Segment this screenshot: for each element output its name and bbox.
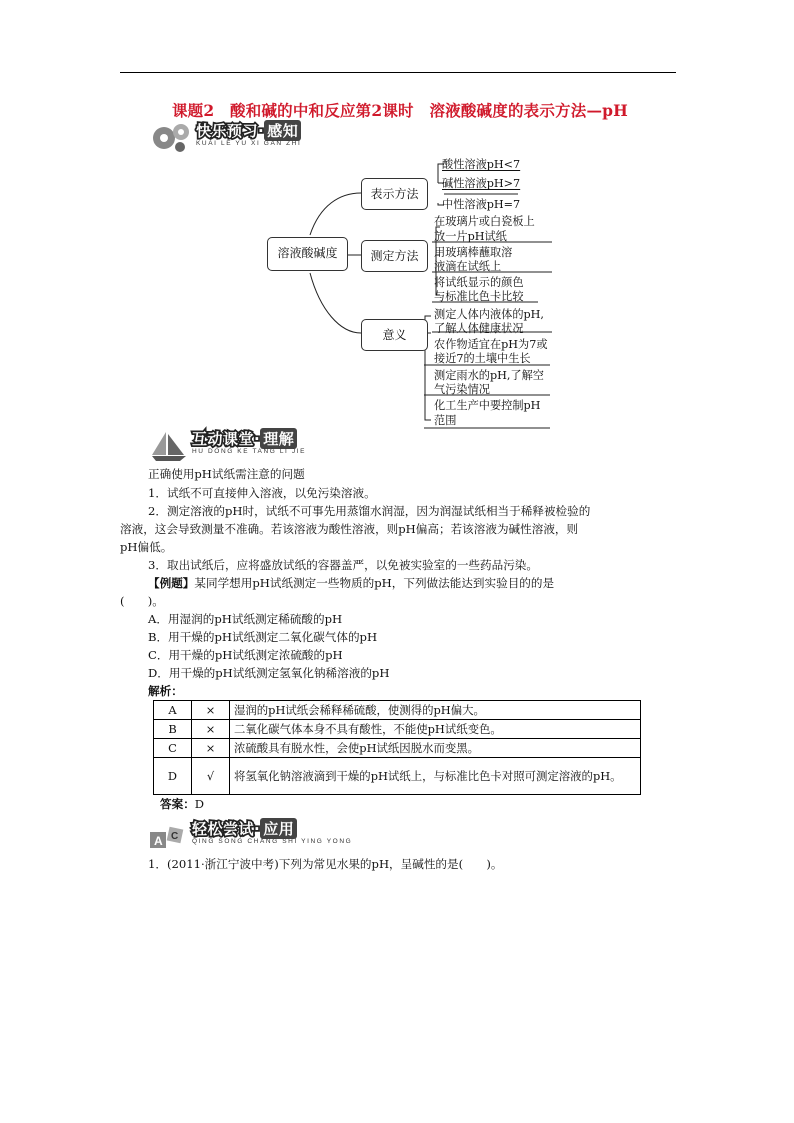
table-row: [154, 701, 641, 720]
section-banner-preview: [150, 120, 340, 154]
mindmap-leaf: 在玻璃片或白瓷板上: [434, 215, 535, 228]
page-title: 课题2 酸和碱的中和反应第2课时 溶液酸碱度的表示方法—pH: [171, 101, 629, 120]
section-heading: 正确使用pH试纸需注意的问题: [148, 467, 305, 481]
explanation-cell: 湿润的pH试纸会稀释稀硫酸，使测得的pH偏大。: [230, 701, 641, 720]
mindmap-center: 溶液酸碱度: [267, 237, 348, 271]
judgement-cell: ×: [192, 739, 230, 758]
section-banner-practice: [146, 818, 353, 852]
practice-question-1: 1．(2011·浙江宁波中考)下列为常见水果的pH，呈碱性的是( )。: [148, 857, 503, 871]
explanation-cell: 浓硫酸具有脱水性，会使pH试纸因脱水而变黑。: [230, 739, 641, 758]
table-row: [154, 758, 641, 795]
svg-text:C: C: [171, 831, 179, 842]
abc-blocks-icon: [146, 818, 190, 852]
mindmap-leaf: 用玻璃棒蘸取溶: [434, 246, 513, 259]
mindmap-leaf: 气污染情况: [434, 383, 490, 396]
table-row: [154, 720, 641, 739]
section-title: 轻松尝试· 应用: [192, 818, 297, 839]
option-b: B．用干燥的pH试纸测定二氧化碳气体的pH: [148, 630, 378, 644]
option-cell: A: [154, 701, 192, 720]
section-title: 互动课堂· 理解: [192, 428, 297, 449]
svg-text:A: A: [154, 834, 163, 848]
sailboat-icon: [146, 428, 190, 462]
mindmap-branch-meaning: 意义: [361, 319, 428, 351]
judgement-cell: ×: [192, 720, 230, 739]
top-rule: [120, 72, 676, 73]
option-c: C．用干燥的pH试纸测定浓硫酸的pH: [148, 648, 343, 662]
option-a: A．用湿润的pH试纸测定稀硫酸的pH: [148, 612, 343, 626]
table-row: [154, 739, 641, 758]
mindmap-branch-represent: 表示方法: [361, 178, 428, 210]
mindmap-leaf: 化工生产中要控制pH: [434, 399, 541, 412]
paragraph: 2．测定溶液的pH时，试纸不可事先用蒸馏水润湿，因为润湿试纸相当于稀释被检验的: [148, 504, 591, 518]
section-banner-classroom: [146, 428, 346, 462]
section-title: 快乐预习· 感知: [196, 120, 301, 141]
gears-icon: [150, 120, 194, 154]
mindmap-leaf: 碱性溶液pH>7: [442, 177, 521, 190]
example-question: 【例题】某同学想用pH试纸测定一些物质的pH，下列做法能达到实验目的的是: [148, 576, 555, 590]
mindmap-leaf: 了解人体健康状况: [434, 322, 524, 335]
mindmap-branch-measure: 测定方法: [361, 240, 428, 272]
paragraph: 溶液，这会导致测量不准确。若该溶液为酸性溶液，则pH偏高；若该溶液为碱性溶液，则: [120, 522, 579, 536]
paragraph: 3．取出试纸后，应将盛放试纸的容器盖严，以免被实验室的一些药品污染。: [148, 558, 538, 572]
explanation-cell: 将氢氧化钠溶液滴到干燥的pH试纸上，与标准比色卡对照可测定溶液的pH。: [230, 758, 641, 795]
section-pinyin: QING SONG CHANG SHI YING YONG: [192, 838, 353, 845]
mindmap-leaf: 与标准比色卡比较: [434, 290, 524, 303]
analysis-table: [153, 700, 641, 795]
answer-paren: ( )。: [120, 594, 164, 608]
analysis-label: 解析：: [148, 684, 183, 698]
mindmap-leaf: 范围: [434, 414, 457, 427]
paragraph: 1．试纸不可直接伸入溶液，以免污染溶液。: [148, 486, 376, 500]
option-d: D．用干燥的pH试纸测定氢氧化钠稀溶液的pH: [148, 666, 390, 680]
option-cell: D: [154, 758, 192, 795]
option-cell: C: [154, 739, 192, 758]
mindmap-leaf: 接近7的土壤中生长: [434, 352, 531, 365]
mindmap-leaf: 液滴在试纸上: [434, 260, 502, 273]
judgement-cell: √: [192, 758, 230, 795]
option-cell: B: [154, 720, 192, 739]
judgement-cell: ×: [192, 701, 230, 720]
mindmap-leaf: 将试纸显示的颜色: [434, 276, 524, 289]
section-pinyin: KUAI LE YU XI GAN ZHI: [196, 140, 302, 147]
section-pinyin: HU DONG KE TANG LI JIE: [192, 448, 307, 455]
paragraph: pH偏低。: [120, 540, 173, 554]
explanation-cell: 二氧化碳气体本身不具有酸性，不能使pH试纸变色。: [230, 720, 641, 739]
answer-line: 答案：D: [160, 797, 205, 811]
mindmap-leaf: 放一片pH试纸: [434, 230, 507, 243]
mindmap-leaf: 测定人体内液体的pH,: [434, 308, 544, 321]
mindmap-leaf: 中性溶液pH=7: [442, 198, 521, 211]
mindmap-leaf: 酸性溶液pH<7: [442, 158, 521, 171]
mindmap-leaf: 农作物适宜在pH为7或: [434, 338, 548, 351]
mindmap-leaf: 测定雨水的pH,了解空: [434, 369, 544, 382]
